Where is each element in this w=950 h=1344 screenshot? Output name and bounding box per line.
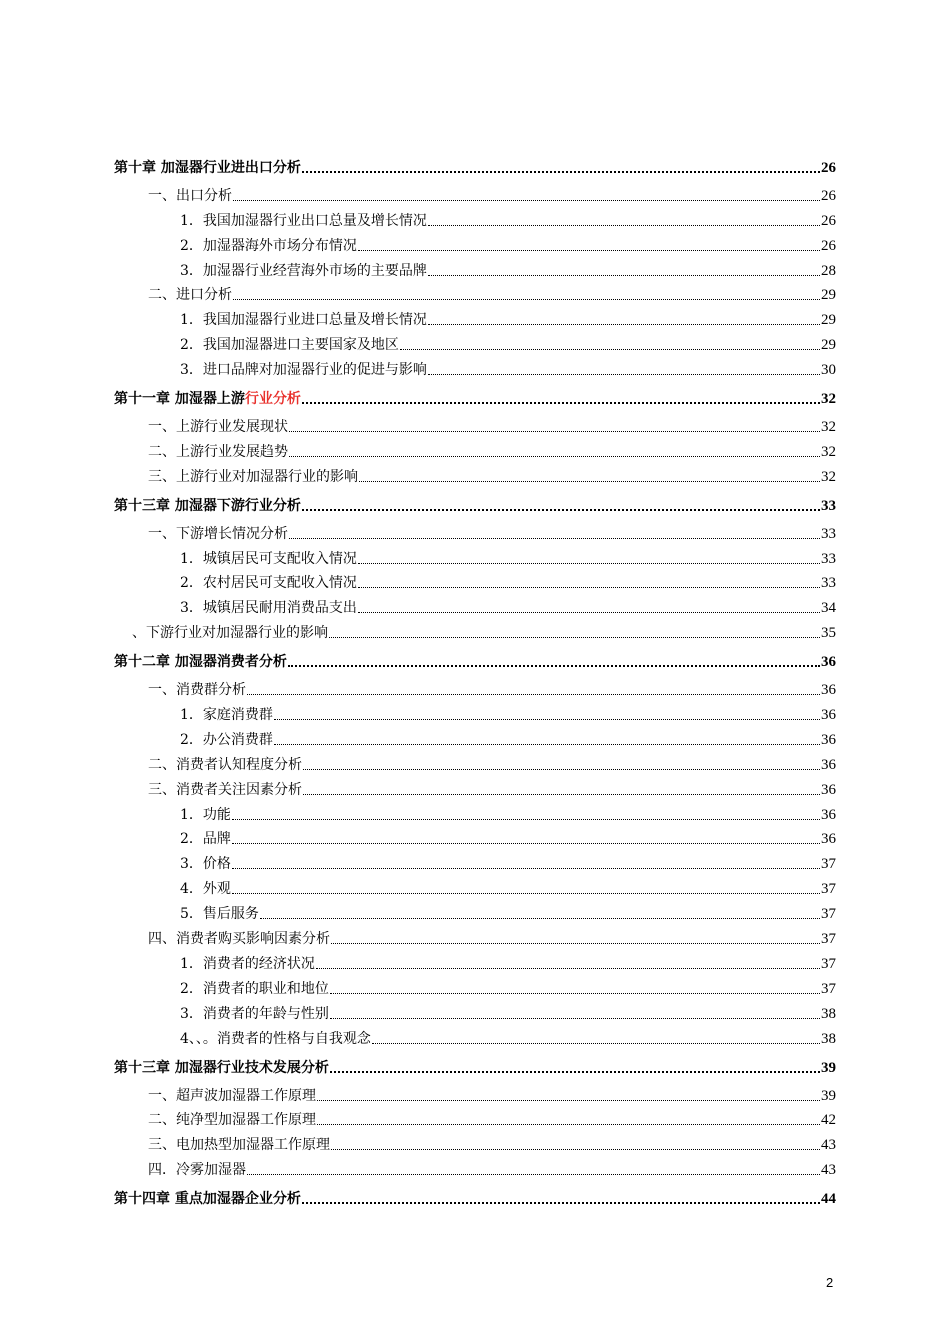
toc-page-number: 26 bbox=[821, 212, 836, 229]
toc-page-number: 42 bbox=[821, 1112, 836, 1129]
dot-leader bbox=[274, 719, 820, 720]
toc-entry-title: 二、纯净型加湿器工作原理 bbox=[148, 1112, 316, 1129]
toc-page-number: 32 bbox=[821, 391, 836, 408]
toc-entry-label bbox=[148, 756, 302, 774]
toc-entry-title: 4．外观 bbox=[180, 881, 231, 898]
dot-leader bbox=[400, 349, 820, 350]
toc-entry[interactable] bbox=[114, 873, 836, 898]
toc-entry-title: 1．我国加湿器行业进口总量及增长情况 bbox=[180, 312, 427, 329]
toc-entry-label bbox=[132, 624, 328, 642]
toc-chapter-entry[interactable] bbox=[114, 148, 836, 177]
toc-page-number: 26 bbox=[821, 187, 836, 204]
toc-entry-label bbox=[148, 418, 288, 436]
toc-entry-label bbox=[180, 830, 231, 848]
dot-leader bbox=[331, 943, 820, 944]
dot-leader bbox=[302, 509, 820, 511]
dot-leader bbox=[330, 1018, 820, 1019]
toc-entry-label bbox=[180, 1030, 371, 1048]
toc-page-number: 35 bbox=[821, 625, 836, 642]
toc-entry[interactable] bbox=[114, 699, 836, 724]
toc-page-number: 29 bbox=[821, 337, 836, 354]
toc-entry-label bbox=[148, 525, 288, 543]
toc-entry-label bbox=[180, 955, 315, 973]
toc-entry[interactable] bbox=[114, 280, 836, 305]
toc-page-number: 33 bbox=[821, 525, 836, 542]
toc-page-number: 33 bbox=[821, 497, 836, 514]
toc-page-number: 28 bbox=[821, 262, 836, 279]
toc-entry-title: 3．城镇居民耐用消费品支出 bbox=[180, 600, 357, 617]
toc-entry[interactable] bbox=[114, 230, 836, 255]
toc-entry[interactable] bbox=[114, 948, 836, 973]
toc-entry[interactable] bbox=[114, 799, 836, 824]
toc-entry-title: 二、上游行业发展趋势 bbox=[148, 443, 288, 460]
toc-entry-label bbox=[148, 1087, 316, 1105]
dot-leader bbox=[289, 431, 820, 432]
toc-entry[interactable] bbox=[114, 848, 836, 873]
toc-page-number: 37 bbox=[821, 955, 836, 972]
toc-entry-title: 一、出口分析 bbox=[148, 187, 232, 204]
dot-leader bbox=[233, 299, 820, 300]
toc-entry-title: 、下游行业对加湿器行业的影响 bbox=[132, 625, 328, 642]
toc-entry[interactable] bbox=[114, 749, 836, 774]
toc-entry-title: 三、上游行业对加湿器行业的影响 bbox=[148, 468, 358, 485]
toc-entry-label bbox=[148, 681, 246, 699]
dot-leader bbox=[372, 1043, 820, 1044]
dot-leader bbox=[303, 769, 820, 770]
dot-leader bbox=[302, 1202, 820, 1204]
toc-entry-title: 2．农村居民可支配收入情况 bbox=[180, 575, 357, 592]
dot-leader bbox=[302, 171, 820, 173]
toc-entry-title: 第十三章 加湿器下游行业分析 bbox=[114, 497, 301, 514]
toc-entry[interactable] bbox=[114, 329, 836, 354]
toc-entry-title: 1．消费者的经济状况 bbox=[180, 955, 315, 972]
toc-entry[interactable] bbox=[114, 617, 836, 642]
dot-leader bbox=[428, 324, 820, 325]
toc-entry[interactable] bbox=[114, 411, 836, 436]
toc-page-number: 26 bbox=[821, 237, 836, 254]
toc-entry[interactable] bbox=[114, 1023, 836, 1048]
toc-page-number: 33 bbox=[821, 575, 836, 592]
toc-entry-title: 四．冷雾加湿器 bbox=[148, 1162, 246, 1179]
toc-entry-label bbox=[180, 806, 231, 824]
toc-page-number: 29 bbox=[821, 312, 836, 329]
toc-page-number: 37 bbox=[821, 980, 836, 997]
toc-entry-label bbox=[148, 781, 302, 799]
toc-page-number: 36 bbox=[821, 831, 836, 848]
dot-leader bbox=[289, 538, 820, 539]
toc-page-number: 37 bbox=[821, 906, 836, 923]
toc-page-number: 37 bbox=[821, 931, 836, 948]
toc-page-number: 29 bbox=[821, 287, 836, 304]
toc-entry-title: 2．办公消费群 bbox=[180, 731, 273, 748]
toc-entry-title: 一、上游行业发展现状 bbox=[148, 419, 288, 436]
toc-page-number: 30 bbox=[821, 362, 836, 379]
toc-entry-title: 1．我国加湿器行业出口总量及增长情况 bbox=[180, 212, 427, 229]
dot-leader bbox=[232, 843, 820, 844]
toc-entry-label bbox=[148, 1111, 316, 1129]
toc-page-number: 37 bbox=[821, 881, 836, 898]
toc-entry-label bbox=[114, 159, 301, 177]
toc-chapter-entry[interactable] bbox=[114, 642, 836, 671]
dot-leader bbox=[232, 868, 820, 869]
toc-page-number: 39 bbox=[821, 1059, 836, 1076]
toc-entry[interactable] bbox=[114, 1129, 836, 1154]
dot-leader bbox=[428, 374, 820, 375]
toc-page-number: 38 bbox=[821, 1005, 836, 1022]
toc-entry-title: 第十三章 加湿器行业技术发展分析 bbox=[114, 1059, 329, 1076]
dot-leader bbox=[330, 993, 820, 994]
toc-page-number: 36 bbox=[821, 756, 836, 773]
toc-entry-label bbox=[180, 1005, 329, 1023]
toc-entry-label bbox=[180, 980, 329, 998]
toc-entry-label bbox=[180, 599, 357, 617]
toc-entry[interactable] bbox=[114, 724, 836, 749]
toc-page-number: 26 bbox=[821, 160, 836, 176]
toc-entry-label bbox=[180, 550, 357, 568]
dot-leader bbox=[232, 893, 820, 894]
toc-page-number: 34 bbox=[821, 600, 836, 617]
toc-entry-label bbox=[180, 361, 427, 379]
toc-page-number: 36 bbox=[821, 654, 836, 671]
toc-entry-label bbox=[180, 336, 399, 354]
toc-page-number: 32 bbox=[821, 419, 836, 436]
toc-entry-title: 一、下游增长情况分析 bbox=[148, 525, 288, 542]
toc-entry[interactable] bbox=[114, 205, 836, 230]
toc-page-number: 43 bbox=[821, 1162, 836, 1179]
toc-entry[interactable] bbox=[114, 774, 836, 799]
toc-entry[interactable] bbox=[114, 973, 836, 998]
dot-leader bbox=[289, 456, 820, 457]
toc-entry[interactable] bbox=[114, 354, 836, 379]
toc-page-number: 39 bbox=[821, 1087, 836, 1104]
dot-leader bbox=[247, 1174, 820, 1175]
dot-leader bbox=[330, 1071, 820, 1073]
toc-entry-title: 三、电加热型加湿器工作原理 bbox=[148, 1137, 330, 1154]
toc-entry[interactable] bbox=[114, 674, 836, 699]
toc-entry-title: 第十章 加湿器行业进出口分析 bbox=[114, 160, 301, 176]
toc-entry[interactable] bbox=[114, 461, 836, 486]
dot-leader bbox=[317, 1124, 820, 1125]
toc-entry-label bbox=[114, 653, 287, 671]
page-number: 2 bbox=[826, 1275, 834, 1290]
toc-entry-label bbox=[148, 443, 288, 461]
toc-page-number: 36 bbox=[821, 781, 836, 798]
toc-entry-title: 2．消费者的职业和地位 bbox=[180, 980, 329, 997]
toc-entry-label bbox=[114, 1190, 301, 1208]
toc-entry-label bbox=[180, 311, 427, 329]
toc-entry-title: 5．售后服务 bbox=[180, 906, 259, 923]
toc-entry-label bbox=[180, 262, 427, 280]
toc-entry-label bbox=[148, 1136, 330, 1154]
toc-entry[interactable] bbox=[114, 923, 836, 948]
toc-entry-label bbox=[180, 880, 231, 898]
toc-page-number: 32 bbox=[821, 468, 836, 485]
dot-leader bbox=[317, 1100, 820, 1101]
toc-entry[interactable] bbox=[114, 436, 836, 461]
toc-entry[interactable] bbox=[114, 1105, 836, 1130]
toc-entry-title: 2．我国加湿器进口主要国家及地区 bbox=[180, 337, 399, 354]
toc-entry[interactable] bbox=[114, 898, 836, 923]
toc-entry-title: 3．价格 bbox=[180, 856, 231, 873]
toc-entry-title: 3．加湿器行业经营海外市场的主要品牌 bbox=[180, 262, 427, 279]
toc-chapter-entry[interactable] bbox=[114, 1048, 836, 1077]
toc-entry-title: 1．城镇居民可支配收入情况 bbox=[180, 550, 357, 567]
toc-entry-title: 第十四章 重点加湿器企业分析 bbox=[114, 1191, 301, 1208]
toc-entry-title: 二、消费者认知程度分析 bbox=[148, 756, 302, 773]
toc-entry-label bbox=[180, 706, 273, 724]
toc-page-number: 32 bbox=[821, 443, 836, 460]
toc-page-number: 37 bbox=[821, 856, 836, 873]
toc-entry-label bbox=[180, 574, 357, 592]
dot-leader bbox=[316, 968, 820, 969]
toc-page-number: 36 bbox=[821, 682, 836, 699]
dot-leader bbox=[232, 819, 820, 820]
toc-chapter-entry[interactable] bbox=[114, 486, 836, 515]
toc-entry-title: 第十一章 加湿器上游 bbox=[114, 391, 245, 408]
dot-leader bbox=[358, 612, 820, 613]
dot-leader bbox=[303, 794, 820, 795]
toc-entry-label bbox=[114, 1059, 329, 1077]
dot-leader bbox=[233, 200, 820, 201]
toc-entry-label bbox=[180, 855, 231, 873]
toc-chapter-entry[interactable] bbox=[114, 1179, 836, 1208]
toc-entry-title: 四、消费者购买影响因素分析 bbox=[148, 931, 330, 948]
dot-leader bbox=[358, 250, 820, 251]
toc-entry-title: 一、超声波加湿器工作原理 bbox=[148, 1087, 316, 1104]
toc-entry[interactable] bbox=[114, 180, 836, 205]
toc-page-number: 33 bbox=[821, 550, 836, 567]
toc-entry-title: 三、消费者关注因素分析 bbox=[148, 781, 302, 798]
toc-entry-title: 二、进口分析 bbox=[148, 287, 232, 304]
table-of-contents bbox=[114, 148, 836, 1208]
toc-page-number: 36 bbox=[821, 806, 836, 823]
toc-entry-label bbox=[180, 731, 273, 749]
toc-entry-label bbox=[114, 390, 301, 408]
toc-entry[interactable] bbox=[114, 518, 836, 543]
dot-leader bbox=[288, 665, 820, 667]
dot-leader bbox=[358, 587, 820, 588]
toc-entry-title: 1．家庭消费群 bbox=[180, 707, 273, 724]
toc-entry[interactable] bbox=[114, 1080, 836, 1105]
dot-leader bbox=[247, 694, 820, 695]
dot-leader bbox=[331, 1149, 820, 1150]
toc-entry-label bbox=[148, 286, 232, 304]
toc-entry-label bbox=[180, 212, 427, 230]
toc-entry[interactable] bbox=[114, 998, 836, 1023]
toc-entry-highlight: 行业分析 bbox=[244, 391, 301, 408]
dot-leader bbox=[428, 225, 820, 226]
toc-page-number: 36 bbox=[821, 707, 836, 724]
dot-leader bbox=[274, 744, 820, 745]
toc-page-number: 36 bbox=[821, 731, 836, 748]
toc-entry[interactable] bbox=[114, 543, 836, 568]
toc-entry[interactable] bbox=[114, 1154, 836, 1179]
toc-entry[interactable] bbox=[114, 304, 836, 329]
toc-entry-title: 3．消费者的年龄与性别 bbox=[180, 1005, 329, 1022]
toc-entry-label bbox=[148, 930, 330, 948]
toc-entry[interactable] bbox=[114, 568, 836, 593]
dot-leader bbox=[329, 637, 820, 638]
toc-entry[interactable] bbox=[114, 255, 836, 280]
dot-leader bbox=[302, 402, 820, 404]
toc-entry-title: 3．进口品牌对加湿器行业的促进与影响 bbox=[180, 362, 427, 379]
toc-page-number: 44 bbox=[821, 1191, 836, 1208]
toc-page-number: 43 bbox=[821, 1137, 836, 1154]
toc-entry-title: 2．加湿器海外市场分布情况 bbox=[180, 237, 357, 254]
toc-entry-title: 一、消费群分析 bbox=[148, 682, 246, 699]
toc-entry-title: 2．品牌 bbox=[180, 831, 231, 848]
toc-entry-title: 4、、。消费者的性格与自我观念 bbox=[180, 1030, 371, 1047]
toc-chapter-entry[interactable] bbox=[114, 379, 836, 408]
toc-entry-label bbox=[114, 497, 301, 515]
toc-entry[interactable] bbox=[114, 592, 836, 617]
dot-leader bbox=[428, 275, 820, 276]
toc-entry[interactable] bbox=[114, 824, 836, 849]
toc-entry-label bbox=[148, 1161, 246, 1179]
toc-entry-label bbox=[148, 187, 232, 205]
toc-page-number: 38 bbox=[821, 1030, 836, 1047]
toc-entry-label bbox=[148, 468, 358, 486]
dot-leader bbox=[358, 563, 820, 564]
toc-entry-title: 1．功能 bbox=[180, 806, 231, 823]
toc-entry-label bbox=[180, 905, 259, 923]
dot-leader bbox=[260, 918, 820, 919]
dot-leader bbox=[359, 481, 820, 482]
toc-entry-label bbox=[180, 237, 357, 255]
toc-entry-title: 第十二章 加湿器消费者分析 bbox=[114, 654, 287, 671]
